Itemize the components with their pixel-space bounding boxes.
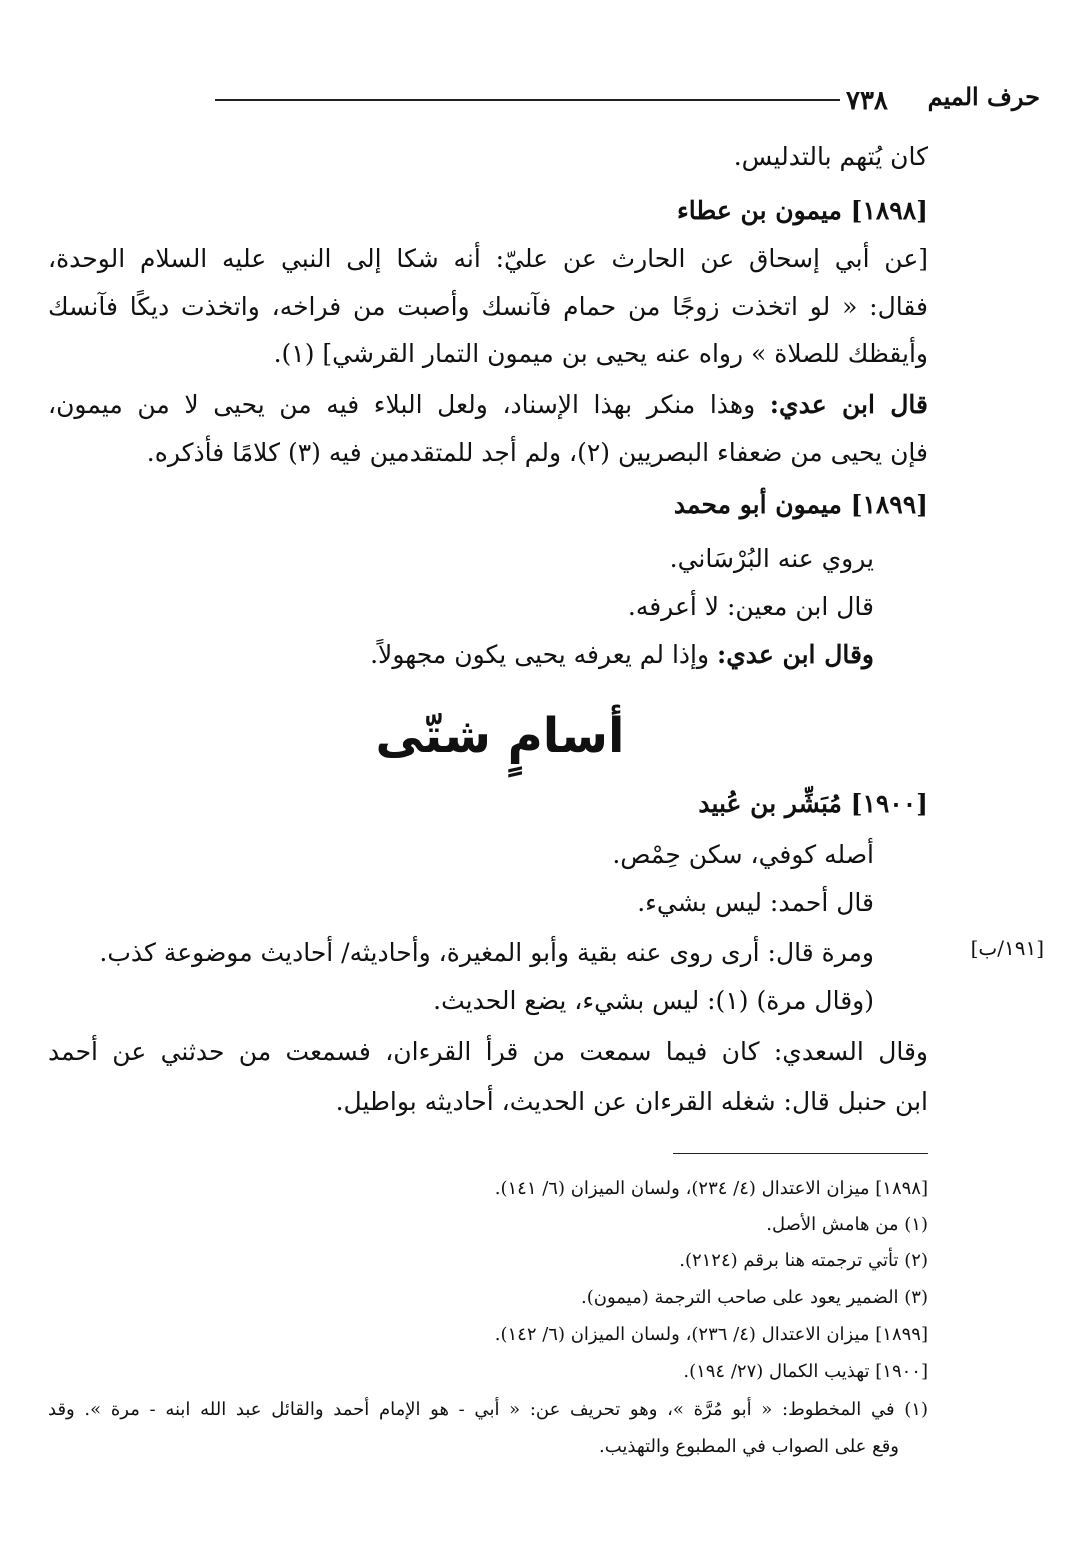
text-line: يروي عنه البُرْسَاني.	[669, 544, 874, 573]
footnote: (٢) تأتي ترجمته هنا برقم (٢١٢٤).	[679, 1250, 928, 1271]
text-line: قال أحمد: ليس بشيء.	[637, 888, 874, 917]
text-line: كان يُتهم بالتدليس.	[733, 142, 928, 171]
entry-heading-1900: [١٩٠٠] مُبَشِّر بن عُبيد	[698, 789, 928, 818]
manuscript-folio-ref: [١٩١/ب]	[970, 936, 1044, 960]
quote-text: وهذا منكر بهذا الإسناد، ولعل البلاء فيه من يحيى لا من ميمون،	[48, 390, 756, 419]
text-line: وأيقظك للصلاة » رواه عنه يحيى بن ميمون التمار القرشي] (١).	[273, 339, 928, 368]
footnote: (١) في المخطوط: « أبو مُرَّة »، وهو تحريف عن: « أبي - هو الإمام أحمد والقائل عبد الله ابنه - مرة ». وقد	[48, 1399, 928, 1420]
footnote: [١٩٠٠] تهذيب الكمال (٢٧/ ١٩٤).	[683, 1361, 928, 1382]
speaker-label: وقال ابن عدي:	[717, 640, 874, 669]
entry-heading-1899: [١٨٩٩] ميمون أبو محمد	[673, 490, 928, 519]
text-line	[48, 384, 928, 426]
footnote-separator	[673, 1153, 928, 1154]
quote-text: وإذا لم يعرفه يحيى يكون مجهولاً.	[370, 640, 710, 669]
footnote: (٣) الضمير يعود على صاحب الترجمة (ميمون).	[581, 1287, 928, 1308]
chapter-title: حرف الميم	[927, 82, 1040, 111]
text-line: ابن حنبل قال: شغله القرءان عن الحديث، أحاديثه بواطيل.	[335, 1087, 928, 1116]
text-line: ومرة قال: أرى روى عنه بقية وأبو المغيرة، وأحاديثه/ أحاديث موضوعة كذب.	[99, 938, 874, 967]
footnote: [١٨٩٨] ميزان الاعتدال (٤/ ٢٣٤)، ولسان الميزان (٦/ ١٤١).	[494, 1178, 928, 1199]
footnote-continuation: وقع على الصواب في المطبوع والتهذيب.	[598, 1436, 899, 1457]
section-title: أسامٍ شتّى	[375, 708, 625, 764]
text-line: أصله كوفي، سكن حِمْص.	[612, 840, 874, 869]
text-line: قال ابن معين: لا أعرفه.	[627, 592, 874, 621]
page-number: ٧٣٨	[846, 86, 888, 116]
footnote: [١٨٩٩] ميزان الاعتدال (٤/ ٢٣٦)، ولسان الميزان (٦/ ١٤٢).	[494, 1324, 928, 1345]
text-line: [عن أبي إسحاق عن الحارث عن عليّ: أنه شكا إلى النبي عليه السلام الوحدة،	[48, 244, 928, 273]
text-line	[370, 634, 874, 676]
running-header	[40, 82, 1040, 116]
text-line: (وقال مرة) (١): ليس بشيء، يضع الحديث.	[433, 986, 874, 1015]
text-line: فقال: « لو اتخذت زوجًا من حمام فآنسك وأصبت من فراخه، واتخذت ديكًا فآنسك	[48, 292, 928, 321]
footnote: (١) من هامش الأصل.	[766, 1214, 928, 1235]
text-line: فإن يحيى من ضعفاء البصريين (٢)، ولم أجد للمتقدمين فيه (٣) كلامًا فأذكره.	[146, 438, 928, 467]
header-rule	[215, 99, 840, 101]
entry-heading-1898: [١٨٩٨] ميمون بن عطاء	[677, 196, 928, 225]
speaker-label: قال ابن عدي:	[769, 390, 928, 419]
text-line: وقال السعدي: كان فيما سمعت من قرأ القرءان، فسمعت من حدثني عن أحمد	[48, 1037, 928, 1066]
